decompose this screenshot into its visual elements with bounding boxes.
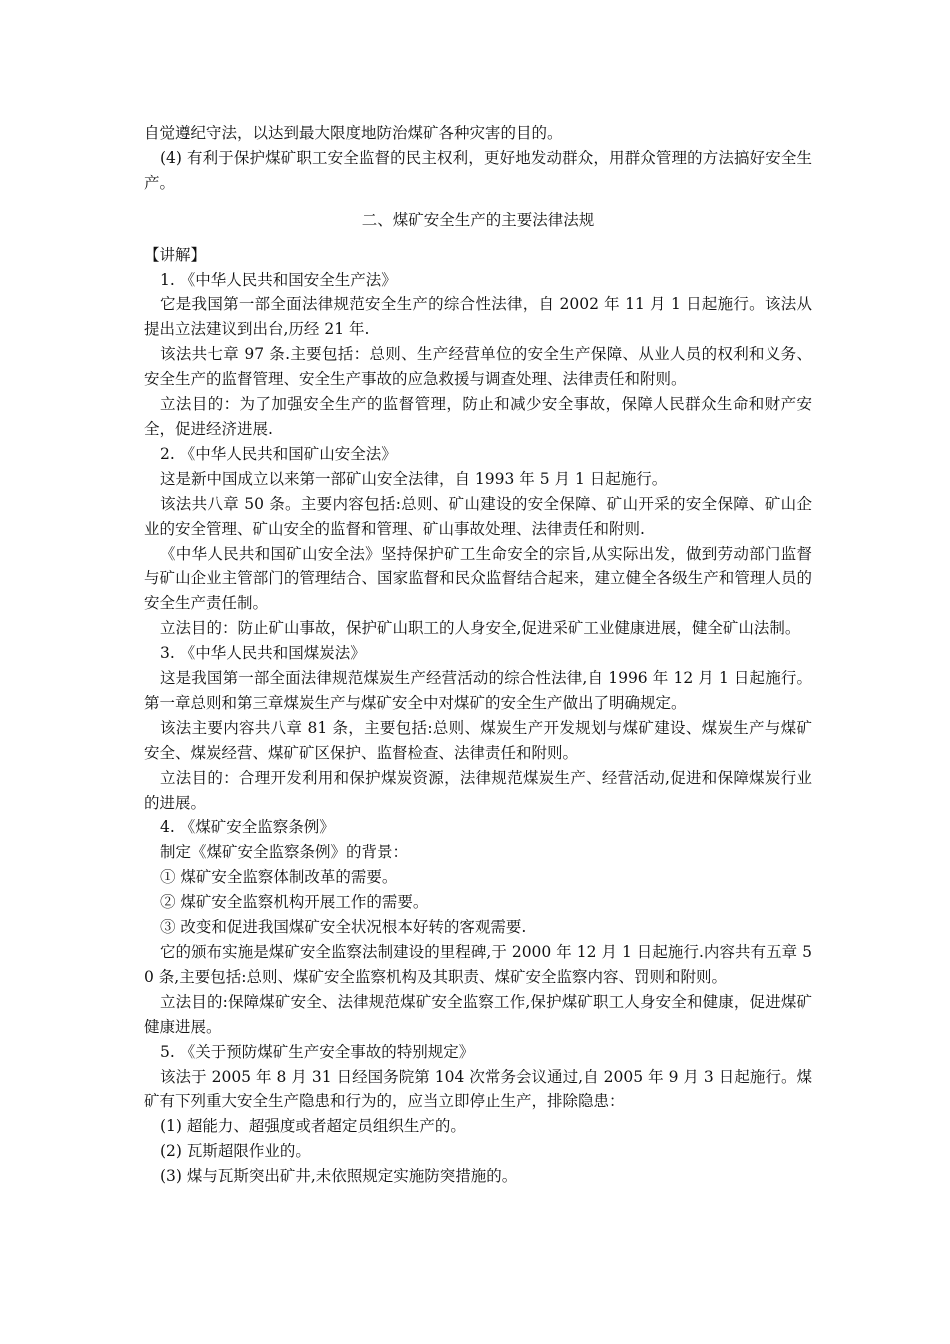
paragraph: (4) 有利于保护煤矿职工安全监督的民主权利，更好地发动群众，用群众管理的方法搞好安全生产。 [144, 148, 812, 192]
paragraph: 这是新中国成立以来第一部矿山安全法律，自 1993 年 5 月 1 日起施行。 [160, 469, 668, 488]
list-item: (3) 煤与瓦斯突出矿井,未依照规定实施防突措施的。 [160, 1167, 518, 1186]
paragraph: 立法目的：防止矿山事故，保护矿山职工的人身安全,促进采矿工业健康进展，健全矿山法制。 [160, 619, 801, 638]
list-item: ① 煤矿安全监察体制改革的需要。 [160, 868, 398, 887]
paragraph: 该法于 2005 年 8 月 31 日经国务院第 104 次常务会议通过,自 2005 年 9 月 3 日起施行。煤矿有下列重大安全生产隐患和行为的，应当立即停止生产，排除隐患： [144, 1067, 812, 1111]
paragraph: 立法目的：合理开发利用和保护煤炭资源，法律规范煤炭生产、经营活动,促进和保障煤炭行业的进展。 [144, 768, 812, 812]
law-title: 5. 《关于预防煤矿生产安全事故的特别规定》 [160, 1042, 475, 1061]
paragraph: 该法共八章 50 条。主要内容包括:总则、矿山建设的安全保障、矿山开采的安全保障、矿山企业的安全管理、矿山安全的监督和管理、矿山事故处理、法律责任和附则. [144, 494, 812, 538]
paragraph: 制定《煤矿安全监察条例》的背景： [160, 843, 409, 862]
law-title: 3. 《中华人民共和国煤炭法》 [160, 644, 366, 663]
list-item: ③ 改变和促进我国煤矿安全状况根本好转的客观需要. [160, 918, 527, 937]
paragraph: 它的颁布实施是煤矿安全监察法制建设的里程碑,于 2000 年 12 月 1 日起施行.内容共有五章 50 条,主要包括:总则、煤矿安全监察机构及其职责、煤矿安全监察内容、罚则和附则。 [144, 943, 812, 986]
paragraph: 立法目的：为了加强安全生产的监督管理，防止和减少安全事故，保障人民群众生命和财产安全，促进经济进展. [144, 395, 812, 438]
list-item: (1) 超能力、超强度或者超定员组织生产的。 [160, 1117, 466, 1136]
list-item: (2) 瓦斯超限作业的。 [160, 1142, 311, 1161]
list-item: ② 煤矿安全监察机构开展工作的需要。 [160, 893, 429, 912]
paragraph: 该法共七章 97 条.主要包括：总则、生产经营单位的安全生产保障、从业人员的权利和义务、安全生产的监督管理、安全生产事故的应急救援与调查处理、法律责任和附则。 [144, 345, 812, 389]
law-title: 2. 《中华人民共和国矿山安全法》 [160, 444, 397, 463]
law-title: 1. 《中华人民共和国安全生产法》 [160, 270, 397, 289]
paragraph: 《中华人民共和国矿山安全法》坚持保护矿工生命安全的宗旨,从实际出发，做到劳动部门监督与矿山企业主管部门的管理结合、国家监督和民众监督结合起来，建立健全各级生产和管理人员的安全生产责任制。 [144, 544, 812, 613]
explanation-label: 【讲解】 [144, 245, 207, 264]
paragraph: 立法目的:保障煤矿安全、法律规范煤矿安全监察工作,保护煤矿职工人身安全和健康，促进煤矿健康进展。 [144, 992, 812, 1036]
paragraph: 这是我国第一部全面法律规范煤炭生产经营活动的综合性法律,自 1996 年 12 月 1 日起施行。第一章总则和第三章煤炭生产与煤矿安全中对煤矿的安全生产做出了明确规定。 [144, 669, 812, 712]
document-body [144, 121, 812, 1189]
paragraph: 该法主要内容共八章 81 条，主要包括:总则、煤炭生产开发规划与煤矿建设、煤炭生产与煤矿安全、煤炭经营、煤矿矿区保护、监督检查、法律责任和附则。 [144, 718, 812, 762]
law-title: 4. 《煤矿安全监察条例》 [160, 818, 335, 837]
paragraph: 它是我国第一部全面法律规范安全生产的综合性法律，自 2002 年 11 月 1 日起施行。该法从提出立法建议到出台,历经 21 年. [144, 295, 812, 339]
section-heading: 二、煤矿安全生产的主要法律法规 [361, 210, 595, 229]
paragraph: 自觉遵纪守法，以达到最大限度地防治煤矿各种灾害的目的。 [144, 124, 563, 142]
